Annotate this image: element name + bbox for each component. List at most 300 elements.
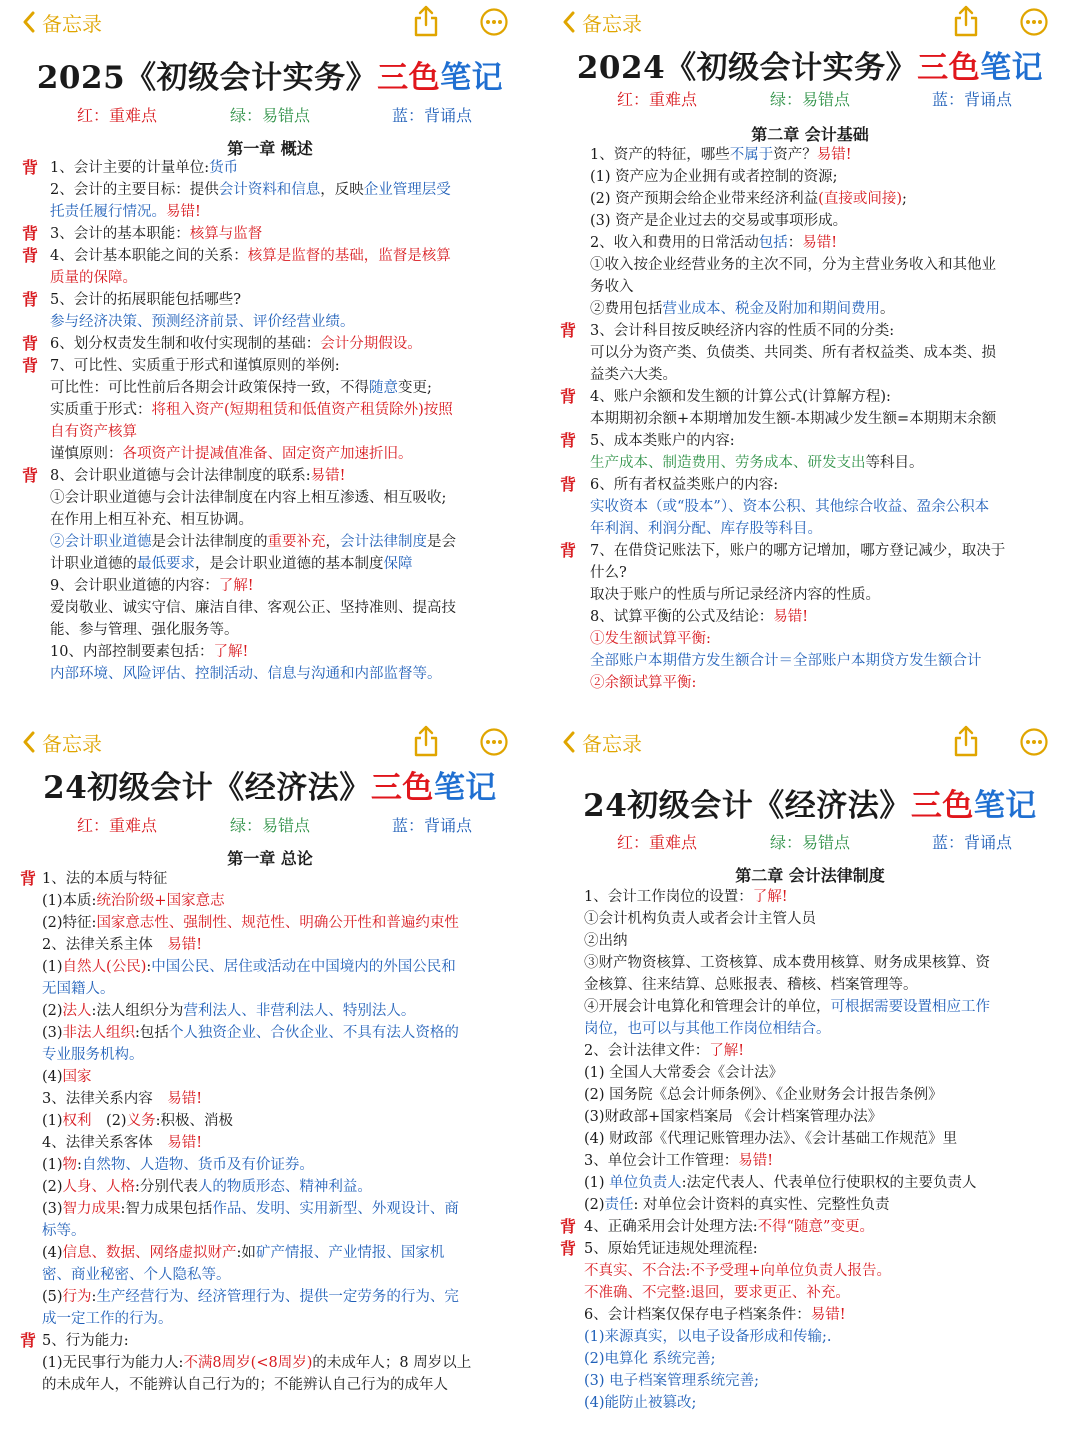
note-line bbox=[540, 386, 1080, 408]
text-segment: 7、可比性、实质重于形式和谨慎原则的举例: bbox=[50, 358, 340, 374]
text-segment: 4、正确采用会计处理方法: bbox=[584, 1219, 758, 1235]
text-segment: : bbox=[91, 1289, 97, 1305]
text-segment: 务收入 bbox=[590, 279, 634, 295]
note-line-text bbox=[42, 1044, 144, 1066]
note-line bbox=[540, 474, 1080, 496]
note-line-text bbox=[590, 210, 847, 232]
note-line-text bbox=[42, 1330, 129, 1352]
note-line-text bbox=[584, 1260, 891, 1282]
text-segment: ③财产物资核算、工资核算、成本费用核算、财务成果核算、资 bbox=[584, 955, 990, 971]
title-main: 24初级会计《经济法》 bbox=[583, 788, 911, 824]
note-line-text bbox=[50, 223, 262, 245]
text-segment: 托责任履行情况。 bbox=[50, 204, 166, 220]
note-line bbox=[540, 232, 1080, 254]
note-line bbox=[540, 1062, 1080, 1084]
note-line-text bbox=[42, 1352, 471, 1374]
text-segment: ②费用包括 bbox=[590, 301, 663, 317]
note-line bbox=[540, 320, 1080, 342]
share-icon[interactable] bbox=[952, 4, 980, 38]
text-segment: 生产经营行为、经济管理行为、提供一定劳务的行为、完 bbox=[96, 1289, 459, 1305]
note-line bbox=[540, 1194, 1080, 1216]
text-segment: 3、会计的基本职能： bbox=[50, 226, 190, 242]
text-segment: : 对单位会计资料的真实性、完整性负责 bbox=[633, 1197, 890, 1213]
note-line bbox=[0, 245, 540, 267]
text-segment: (2) bbox=[91, 1113, 127, 1129]
text-segment: (直接或间接) bbox=[818, 191, 902, 207]
text-segment: 计职业道德的 bbox=[50, 556, 137, 572]
memorize-marker: 背 bbox=[560, 431, 577, 450]
note-line bbox=[540, 974, 1080, 996]
note-line bbox=[540, 166, 1080, 188]
note-line bbox=[540, 430, 1080, 452]
note-line bbox=[540, 342, 1080, 364]
note-line bbox=[0, 619, 540, 641]
text-segment: 1、法的本质与特征 bbox=[42, 871, 168, 887]
text-segment: 易错! bbox=[167, 937, 203, 953]
text-segment: :智力成果包括 bbox=[120, 1201, 213, 1217]
text-segment: 2、会计法律文件： bbox=[584, 1043, 710, 1059]
more-icon[interactable] bbox=[480, 728, 508, 756]
text-segment: 权利 bbox=[62, 1113, 92, 1129]
text-segment: (3) 资产是企业过去的交易或事项形成。 bbox=[590, 213, 848, 229]
note-line-text bbox=[584, 1062, 783, 1084]
text-segment: 中国公民、居住或活动在中国境内的外国公民和 bbox=[151, 959, 456, 975]
text-segment: 6、所有者权益类账户的内容: bbox=[590, 477, 779, 493]
note-line-text bbox=[584, 1304, 846, 1326]
memorize-marker: 背 bbox=[560, 1217, 577, 1236]
memorize-marker: 背 bbox=[22, 246, 39, 265]
text-segment: 易错! bbox=[810, 1307, 846, 1323]
text-segment: 可以分为资产类、负债类、共同类、所有者权益类、成本类、损 bbox=[590, 345, 996, 361]
text-segment: 3、法律关系内容 bbox=[42, 1091, 168, 1107]
note-line-text bbox=[590, 232, 837, 254]
text-segment: 质量的保障。 bbox=[50, 270, 137, 286]
text-segment: : bbox=[146, 959, 152, 975]
text-segment: 7、在借贷记账法下，账户的哪方记增加，哪方登记减少，取决于 bbox=[590, 543, 1006, 559]
note-line-text bbox=[50, 311, 355, 333]
note-line bbox=[540, 210, 1080, 232]
title-main: 2025《初级会计实务》 bbox=[36, 60, 378, 96]
text-segment: ①发生额试算平衡: bbox=[590, 631, 711, 647]
note-line-text bbox=[50, 619, 239, 641]
note-line bbox=[540, 996, 1080, 1018]
note-line-text bbox=[584, 1084, 943, 1106]
note-line-text bbox=[50, 179, 451, 201]
back-button[interactable] bbox=[562, 726, 642, 758]
note-line-text bbox=[50, 465, 345, 487]
note-line-text bbox=[50, 399, 453, 421]
note-line-text bbox=[42, 1264, 231, 1286]
text-segment: 行为 bbox=[62, 1289, 92, 1305]
more-icon[interactable] bbox=[480, 8, 508, 36]
legend-blue: 蓝：背诵点 bbox=[392, 816, 473, 835]
text-segment: ; bbox=[901, 191, 907, 207]
text-segment: 1、会计工作岗位的设置： bbox=[584, 889, 753, 905]
note-line bbox=[0, 267, 540, 289]
text-segment: 爱岗敬业、诚实守信、廉洁自律、客观公正、坚持准则、提高技 bbox=[50, 600, 456, 616]
note-line-text bbox=[50, 355, 340, 377]
note-line bbox=[540, 1084, 1080, 1106]
note-panel-1 bbox=[0, 0, 540, 720]
text-segment: 生产成本、制造费用、劳务成本、研发支出 bbox=[590, 455, 866, 471]
note-line-text bbox=[42, 1110, 233, 1132]
legend-red: 红：重难点 bbox=[617, 90, 698, 109]
note-panel-4 bbox=[540, 720, 1080, 1440]
text-segment: 物 bbox=[62, 1157, 78, 1173]
note-line bbox=[0, 1044, 540, 1066]
text-segment: 不属于 bbox=[729, 147, 774, 163]
note-line bbox=[0, 663, 540, 685]
note-line bbox=[540, 276, 1080, 298]
note-line-text bbox=[590, 672, 696, 694]
more-icon[interactable] bbox=[1020, 728, 1048, 756]
note-line bbox=[0, 868, 540, 890]
note-line bbox=[540, 540, 1080, 562]
note-line bbox=[540, 1172, 1080, 1194]
text-segment: 义务 bbox=[126, 1113, 156, 1129]
nav-bar bbox=[0, 0, 540, 44]
note-line bbox=[0, 1088, 540, 1110]
text-segment: (2) 国务院《总会计师条例》、《企业财务会计报告条例》 bbox=[584, 1087, 943, 1103]
note-line bbox=[540, 628, 1080, 650]
chevron-left-icon bbox=[22, 11, 36, 33]
text-segment: 标等。 bbox=[42, 1223, 86, 1239]
note-line bbox=[540, 1128, 1080, 1150]
note-line-text bbox=[590, 518, 822, 540]
note-title bbox=[540, 780, 1080, 825]
note-line bbox=[0, 1000, 540, 1022]
note-line-text bbox=[42, 1242, 444, 1264]
note-line bbox=[540, 1106, 1080, 1128]
note-line-text bbox=[42, 956, 456, 978]
text-segment: 参与经济决策、预测经济前景、评价经营业绩。 bbox=[50, 314, 355, 330]
note-line-text bbox=[584, 1282, 850, 1304]
note-line bbox=[0, 223, 540, 245]
text-segment: ①会计机构负责人或者会计主管人员 bbox=[584, 911, 816, 927]
note-line bbox=[0, 377, 540, 399]
note-line bbox=[540, 1392, 1080, 1414]
note-line-text bbox=[42, 1154, 314, 1176]
text-segment: 易错! bbox=[773, 609, 809, 625]
text-segment: 各项资产计提减值准备、固定资产加速折旧。 bbox=[122, 446, 413, 462]
back-button[interactable] bbox=[22, 726, 102, 758]
text-segment: 成一定工作的行为。 bbox=[42, 1311, 173, 1327]
note-line bbox=[540, 562, 1080, 584]
note-line bbox=[540, 584, 1080, 606]
text-segment: ： bbox=[787, 235, 803, 251]
title-blue: 笔记 bbox=[980, 50, 1044, 86]
title-main: 2024《初级会计实务》 bbox=[576, 50, 918, 86]
text-segment: (4) bbox=[42, 1245, 63, 1261]
title-blue: 笔记 bbox=[440, 60, 504, 96]
text-segment: (2) 资产预期会给企业带来经济利益 bbox=[590, 191, 819, 207]
text-segment: (4) 财政部《代理记账管理办法》、《会计基础工作规范》里 bbox=[584, 1131, 958, 1147]
note-line bbox=[0, 179, 540, 201]
note-line-text bbox=[584, 1392, 696, 1414]
text-segment: 9、会计职业道德的内容： bbox=[50, 578, 219, 594]
note-title bbox=[0, 762, 540, 807]
note-line-text bbox=[590, 364, 677, 386]
note-line-text bbox=[590, 276, 634, 298]
text-segment: (1) 资产应为企业拥有或者控制的资源; bbox=[590, 169, 838, 185]
note-line bbox=[0, 355, 540, 377]
text-segment: 会计资料和信息 bbox=[218, 182, 321, 198]
text-segment: 核算是监督的基础，监督是核算 bbox=[247, 248, 451, 264]
text-segment: 2、会计的主要目标：提供 bbox=[50, 182, 219, 198]
note-line-text bbox=[50, 421, 137, 443]
note-line bbox=[0, 1154, 540, 1176]
note-line bbox=[540, 952, 1080, 974]
text-segment: :积极、消极 bbox=[155, 1113, 233, 1129]
note-line bbox=[540, 1282, 1080, 1304]
text-segment: ②余额试算平衡: bbox=[590, 675, 697, 691]
more-icon[interactable] bbox=[1020, 8, 1048, 36]
text-segment: 单位负责人 bbox=[609, 1175, 682, 1191]
note-line-text bbox=[42, 934, 202, 956]
note-line bbox=[540, 452, 1080, 474]
text-segment: 5、会计的拓展职能包括哪些? bbox=[50, 292, 241, 308]
text-segment: ①会计职业道德与会计法律制度在内容上相互渗透、相互吸收; bbox=[50, 490, 447, 506]
memorize-marker: 背 bbox=[560, 475, 577, 494]
memorize-marker: 背 bbox=[22, 224, 39, 243]
text-segment: ②会计职业道德 bbox=[50, 534, 152, 550]
back-label: 备忘录 bbox=[42, 731, 102, 756]
text-segment: 了解! bbox=[218, 578, 254, 594]
note-line-text bbox=[584, 1326, 832, 1348]
memorize-marker: 背 bbox=[20, 869, 37, 888]
note-line-text bbox=[584, 996, 990, 1018]
note-line-text bbox=[50, 597, 456, 619]
title-red: 三色 bbox=[910, 788, 974, 824]
note-line-text bbox=[42, 1066, 92, 1088]
note-line bbox=[0, 1242, 540, 1264]
note-line-text bbox=[590, 254, 996, 276]
text-segment: (1)来源真实，以电子设备形成和传输;. bbox=[584, 1329, 832, 1345]
note-line-text bbox=[50, 443, 413, 465]
text-segment: ①收入按企业经营业务的主次不同，分为主营业务收入和其他业 bbox=[590, 257, 996, 273]
text-segment: 会计分期假设。 bbox=[320, 336, 422, 352]
note-line bbox=[0, 1220, 540, 1242]
note-line bbox=[540, 1326, 1080, 1348]
text-segment: 易错! bbox=[310, 468, 346, 484]
text-segment: 国家意志性、强制性、规范性、明确公开性和普遍约束性 bbox=[96, 915, 459, 931]
note-line-text bbox=[590, 562, 627, 584]
note-panel-3 bbox=[0, 720, 540, 1440]
text-segment: 。 bbox=[880, 301, 895, 317]
text-segment: 4、法律关系客体 bbox=[42, 1135, 168, 1151]
note-line bbox=[540, 606, 1080, 628]
note-lines bbox=[540, 886, 1080, 1414]
note-line bbox=[0, 1330, 540, 1352]
text-segment: 易错! bbox=[166, 204, 201, 220]
note-line bbox=[0, 421, 540, 443]
text-segment: 的未成年人，不能辨认自己行为的；不能辨认自己行为的成年人 bbox=[42, 1377, 448, 1393]
nav-bar bbox=[0, 720, 540, 764]
note-line bbox=[0, 1198, 540, 1220]
text-segment: 作品、发明、实用新型、外观设计、商 bbox=[212, 1201, 459, 1217]
text-segment: :包括 bbox=[135, 1025, 169, 1041]
note-line bbox=[540, 144, 1080, 166]
note-line-text bbox=[584, 1018, 831, 1040]
text-segment: 4、账户余额和发生额的计算公式(计算解方程): bbox=[590, 389, 891, 405]
text-segment: (3)财政部+国家档案局 《会计档案管理办法》 bbox=[584, 1109, 883, 1125]
text-segment: 取决于账户的性质与所记录经济内容的性质。 bbox=[590, 587, 880, 603]
note-line-text bbox=[50, 267, 137, 289]
text-segment: 易错! bbox=[816, 147, 852, 163]
text-segment: (1) bbox=[584, 1175, 610, 1191]
text-segment: 5、行为能力: bbox=[42, 1333, 129, 1349]
note-line-text bbox=[590, 650, 982, 672]
note-line bbox=[540, 672, 1080, 694]
memorize-marker: 背 bbox=[22, 290, 39, 309]
note-line bbox=[0, 157, 540, 179]
text-segment: 5、原始凭证违规处理流程: bbox=[584, 1241, 758, 1257]
note-line-text bbox=[42, 868, 167, 890]
note-line bbox=[540, 298, 1080, 320]
note-line bbox=[540, 1150, 1080, 1172]
note-line-text bbox=[42, 890, 225, 912]
note-line bbox=[0, 641, 540, 663]
note-line bbox=[0, 1176, 540, 1198]
note-line-text bbox=[584, 1128, 957, 1150]
text-segment: 了解! bbox=[709, 1043, 745, 1059]
text-segment: 的未成年人；8 周岁以上 bbox=[312, 1355, 472, 1371]
text-segment: 6、划分权责发生制和收付实现制的基础： bbox=[50, 336, 321, 352]
text-segment: ，反映 bbox=[320, 182, 364, 198]
note-line bbox=[540, 408, 1080, 430]
text-segment: :法人组织分为 bbox=[91, 1003, 184, 1019]
text-segment: 人的物质形态、精神利益。 bbox=[197, 1179, 372, 1195]
text-segment: 易错! bbox=[167, 1091, 203, 1107]
text-segment: 5、成本类账户的内容: bbox=[590, 433, 735, 449]
note-line bbox=[540, 1018, 1080, 1040]
text-segment: 6、会计档案仅保存电子档案条件： bbox=[584, 1307, 811, 1323]
text-segment: 3、会计科目按反映经济内容的性质不同的分类: bbox=[590, 323, 895, 339]
note-line bbox=[0, 1374, 540, 1396]
note-line bbox=[540, 1304, 1080, 1326]
text-segment: 什么? bbox=[590, 565, 627, 581]
text-segment: 了解! bbox=[752, 889, 788, 905]
legend-green: 绿：易错点 bbox=[770, 90, 851, 109]
note-line bbox=[0, 1308, 540, 1330]
note-line-text bbox=[50, 509, 253, 531]
note-line-text bbox=[50, 157, 238, 179]
note-line bbox=[0, 289, 540, 311]
note-line-text bbox=[590, 540, 1005, 562]
note-line bbox=[0, 597, 540, 619]
text-segment: (4) bbox=[42, 1069, 63, 1085]
memorize-marker: 背 bbox=[22, 334, 39, 353]
share-icon[interactable] bbox=[952, 724, 980, 758]
title-blue: 笔记 bbox=[433, 770, 497, 806]
text-segment: 易错! bbox=[167, 1135, 203, 1151]
share-icon[interactable] bbox=[412, 724, 440, 758]
note-line-text bbox=[584, 1040, 744, 1062]
chapter-heading: 第一章 概述 bbox=[227, 139, 313, 158]
text-segment: 年利润、利润分配、库存股等科目。 bbox=[590, 521, 822, 537]
text-segment: 实收资本（或“股本”）、资本公积、其他综合收益、盈余公积本 bbox=[590, 499, 990, 515]
note-line-text bbox=[590, 496, 989, 518]
nav-bar bbox=[540, 0, 1080, 44]
text-segment: 等科目。 bbox=[865, 455, 924, 471]
back-button[interactable] bbox=[22, 6, 102, 38]
note-line bbox=[0, 201, 540, 223]
text-segment: 自有资产核算 bbox=[50, 424, 137, 440]
note-line bbox=[0, 956, 540, 978]
text-segment: (4)能防止被篡改; bbox=[584, 1395, 697, 1411]
note-line-text bbox=[584, 1172, 977, 1194]
text-segment: 易错! bbox=[802, 235, 838, 251]
legend-blue: 蓝：背诵点 bbox=[392, 106, 473, 125]
memorize-marker: 背 bbox=[22, 466, 39, 485]
note-line-text bbox=[584, 1238, 758, 1260]
legend-blue: 蓝：背诵点 bbox=[932, 90, 1013, 109]
note-line bbox=[0, 1110, 540, 1132]
note-line-text bbox=[50, 245, 451, 267]
note-line-text bbox=[42, 1022, 459, 1044]
share-icon[interactable] bbox=[412, 4, 440, 38]
text-segment: 随意 bbox=[369, 380, 398, 396]
note-line-text bbox=[584, 1370, 759, 1392]
note-line bbox=[540, 1238, 1080, 1260]
text-segment: (1) bbox=[42, 1113, 63, 1129]
note-line-text bbox=[590, 144, 852, 166]
text-segment: 专业服务机构。 bbox=[42, 1047, 144, 1063]
note-line-text bbox=[584, 1348, 716, 1370]
text-segment: 易错! bbox=[738, 1153, 774, 1169]
note-line bbox=[540, 908, 1080, 930]
text-segment: 10、内部控制要素包括： bbox=[50, 644, 214, 660]
note-line bbox=[540, 1260, 1080, 1282]
back-button[interactable] bbox=[562, 6, 642, 38]
text-segment: 密、商业秘密、个人隐私等。 bbox=[42, 1267, 231, 1283]
text-segment: 是会 bbox=[427, 534, 456, 550]
legend-blue: 蓝：背诵点 bbox=[932, 833, 1013, 852]
text-segment: 资产？ bbox=[773, 147, 817, 163]
note-line-text bbox=[590, 298, 895, 320]
text-segment: 不满8周岁(<8周岁) bbox=[183, 1355, 313, 1371]
text-segment: 非法人组织 bbox=[62, 1025, 136, 1041]
note-title bbox=[540, 42, 1080, 87]
title-red: 三色 bbox=[370, 770, 434, 806]
text-segment: :分别代表 bbox=[135, 1179, 198, 1195]
note-line bbox=[0, 553, 540, 575]
text-segment: (2) bbox=[42, 1179, 63, 1195]
text-segment: 统治阶级+国家意志 bbox=[96, 893, 225, 909]
note-line-text bbox=[42, 1220, 86, 1242]
text-segment: :如 bbox=[236, 1245, 256, 1261]
text-segment: 责任 bbox=[604, 1197, 634, 1213]
note-line-text bbox=[42, 1176, 372, 1198]
text-segment: 能、参与管理、强化服务等。 bbox=[50, 622, 239, 638]
text-segment: (1) 全国人大常委会《会计法》 bbox=[584, 1065, 784, 1081]
text-segment: 1、会计主要的计量单位: bbox=[50, 160, 210, 176]
note-line-text bbox=[42, 1000, 415, 1022]
note-line bbox=[540, 254, 1080, 276]
title-red: 三色 bbox=[917, 50, 981, 86]
memorize-marker: 背 bbox=[560, 387, 577, 406]
text-segment: 将租入资产(短期租赁和低值资产租赁除外)按照 bbox=[151, 402, 453, 418]
title-red: 三色 bbox=[377, 60, 441, 96]
legend-red: 红：重难点 bbox=[77, 816, 158, 835]
text-segment: 个人独资企业、合伙企业、不具有法人资格的 bbox=[168, 1025, 459, 1041]
note-line bbox=[0, 1066, 540, 1088]
text-segment: 人身、人格 bbox=[62, 1179, 136, 1195]
text-segment: (1)本质: bbox=[42, 893, 97, 909]
note-line bbox=[0, 912, 540, 934]
text-segment: 1、资产的特征，哪些 bbox=[590, 147, 730, 163]
note-line bbox=[540, 518, 1080, 540]
